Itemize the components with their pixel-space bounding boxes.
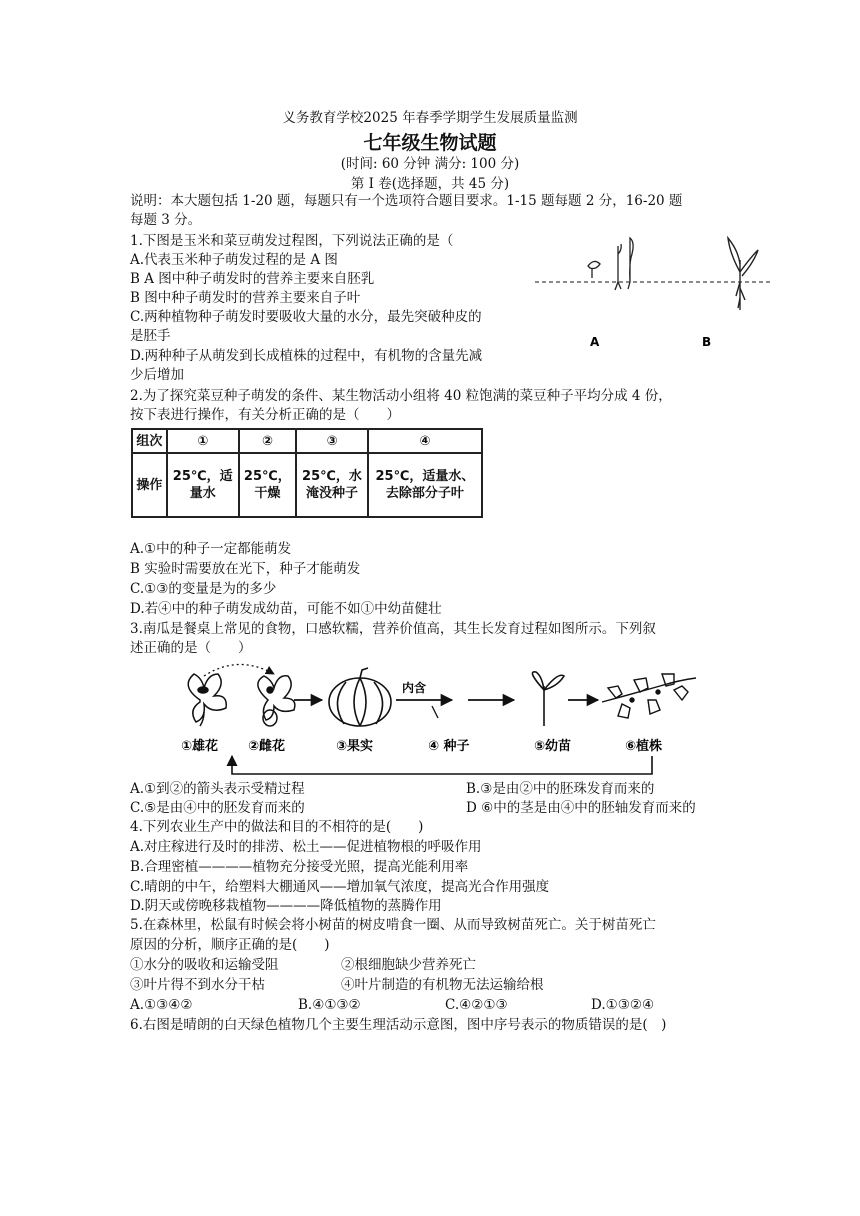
q5-stem: 原因的分析，顺序正确的是( )	[130, 937, 330, 953]
q4-option: C.晴朗的中午，给塑料大棚通风——增加氧气浓度，提高光合作用强度	[130, 879, 550, 895]
fig-label-b: B	[702, 335, 712, 349]
table-header: ④	[368, 429, 482, 453]
seedling-icon	[532, 672, 564, 726]
stage-label: ⑥植株	[625, 739, 663, 754]
q5-option: B.④①③②	[298, 997, 361, 1013]
q6-stem: 6.右图是晴朗的白天绿色植物几个主要生理活动示意图，图中序号表示的物质错误的是( )	[130, 1017, 667, 1033]
q2-option: C.①③的变量是为的多少	[130, 581, 277, 597]
q4-option: A.对庄稼进行及时的排涝、松土——促进植物根的呼吸作用	[130, 839, 482, 855]
q2-stem: 2.为了探究菜豆种子萌发的条件、某生物活动小组将 40 粒饱满的菜豆种子平均分成 4 份，	[130, 388, 672, 404]
q3-stem: 3.南瓜是餐桌上常见的食物，口感软糯，营养价值高，其生长发育过程如图所示。下列叙	[130, 621, 656, 637]
table-header: ③	[296, 429, 368, 453]
stage-label: ③果实	[336, 739, 374, 754]
q2-option: A.①中的种子一定都能萌发	[130, 541, 292, 557]
q5-reason: ④叶片制造的有机物无法运输给根	[341, 977, 544, 993]
q1-germination-figure	[530, 232, 780, 352]
bean-seedling-icon	[728, 238, 758, 310]
table-cell: 25℃，适量水、 去除部分子叶	[368, 453, 482, 517]
stage-label: ②雌花	[248, 739, 286, 754]
table-header: ②	[239, 429, 297, 453]
q4-stem: 4.下列农业生产中的做法和目的不相符的是( )	[130, 819, 424, 835]
q1-option: C.两种植物种子萌发时要吸收大量的水分，最先突破种皮的	[130, 309, 482, 325]
q5-reason: ②根细胞缺少营养死亡	[341, 957, 476, 973]
q2-experiment-table	[131, 428, 483, 518]
table-header: 组次	[132, 429, 167, 453]
q1-stem: 1.下图是玉米和菜豆萌发过程图，下列说法正确的是（	[130, 233, 454, 249]
q3-option-b: B.③是由②中的胚珠发育而来的	[466, 781, 655, 797]
q4-option: D.阴天或傍晚移栽植物————降低植物的蒸腾作用	[130, 898, 442, 914]
school-line: 义务教育学校2025 年春季学期学生发展质量监测	[282, 110, 578, 126]
q3-lifecycle-figure	[170, 660, 700, 780]
q5-option: A.①③④②	[130, 997, 193, 1013]
q5-reason: ①水分的吸收和运输受阻	[130, 957, 279, 973]
pumpkin-icon	[329, 668, 391, 726]
table-header: ①	[167, 429, 239, 453]
q3-option-d: D ⑥中的茎是由④中的胚轴发育而来的	[466, 800, 696, 816]
table-cell: 25℃，适 量水	[167, 453, 239, 517]
q1-option: 是胚手	[130, 328, 171, 344]
q3-stem: 述正确的是（ ）	[130, 640, 252, 656]
q2-stem: 按下表进行操作，有关分析正确的是（ ）	[130, 407, 400, 423]
q5-option: D.①③②④	[591, 997, 655, 1013]
q1-option: B 图中种子萌发时的营养主要来自子叶	[130, 290, 361, 306]
female-flower-icon	[258, 676, 295, 726]
instructions-line: 每题 3 分。	[130, 212, 202, 228]
table-cell: 25℃，水 淹没种子	[296, 453, 368, 517]
q4-option: B.合理密植————植物充分接受光照，提高光能利用率	[130, 859, 469, 875]
q5-option: C.④②①③	[445, 997, 508, 1013]
fig-label-a: A	[590, 335, 600, 349]
q1-option: 少后增加	[130, 367, 184, 383]
stage-label: ④ 种子	[428, 739, 470, 754]
instructions-line: 说明：本大题包括 1-20 题，每题只有一个选项符合题目要求。1-15 题每题 2 分，16-20 题	[130, 193, 683, 209]
section-title: 第 I 卷(选择题，共 45 分)	[350, 176, 510, 192]
q5-reason: ③叶片得不到水分干枯	[130, 977, 265, 993]
exam-meta: (时间: 60 分钟 满分: 100 分)	[340, 156, 520, 172]
stage-label: ⑤幼苗	[534, 739, 572, 754]
q1-option: D.两种种子从萌发到长成植株的过程中，有机物的含量先减	[130, 348, 483, 364]
stage-label: ①雄花	[181, 739, 219, 754]
pumpkin-plant-icon	[602, 674, 696, 718]
table-cell: 25℃， 干燥	[239, 453, 297, 517]
male-flower-icon	[188, 674, 226, 726]
page-title: 七年级生物试题	[363, 132, 497, 154]
q2-option: D.若④中的种子萌发成幼苗，可能不如①中幼苗健壮	[130, 601, 442, 617]
q1-option: A.代表玉米种子萌发过程的是 A 图	[130, 252, 338, 268]
table-cell: 操作	[132, 453, 167, 517]
q1-option: B A 图中种子萌发时的营养主要来自胚乳	[130, 271, 375, 287]
q5-stem: 5.在森林里，松鼠有时候会将小树苗的树皮啃食一圈、从而导致树苗死亡。关于树苗死亡	[130, 917, 656, 933]
q3-option-c: C.⑤是由④中的胚发育而来的	[130, 800, 305, 816]
q3-option-a: A.①到②的箭头表示受精过程	[130, 781, 305, 797]
arrow-label: 内含	[402, 681, 427, 695]
q2-option: B 实验时需要放在光下，种子才能萌发	[130, 561, 361, 577]
